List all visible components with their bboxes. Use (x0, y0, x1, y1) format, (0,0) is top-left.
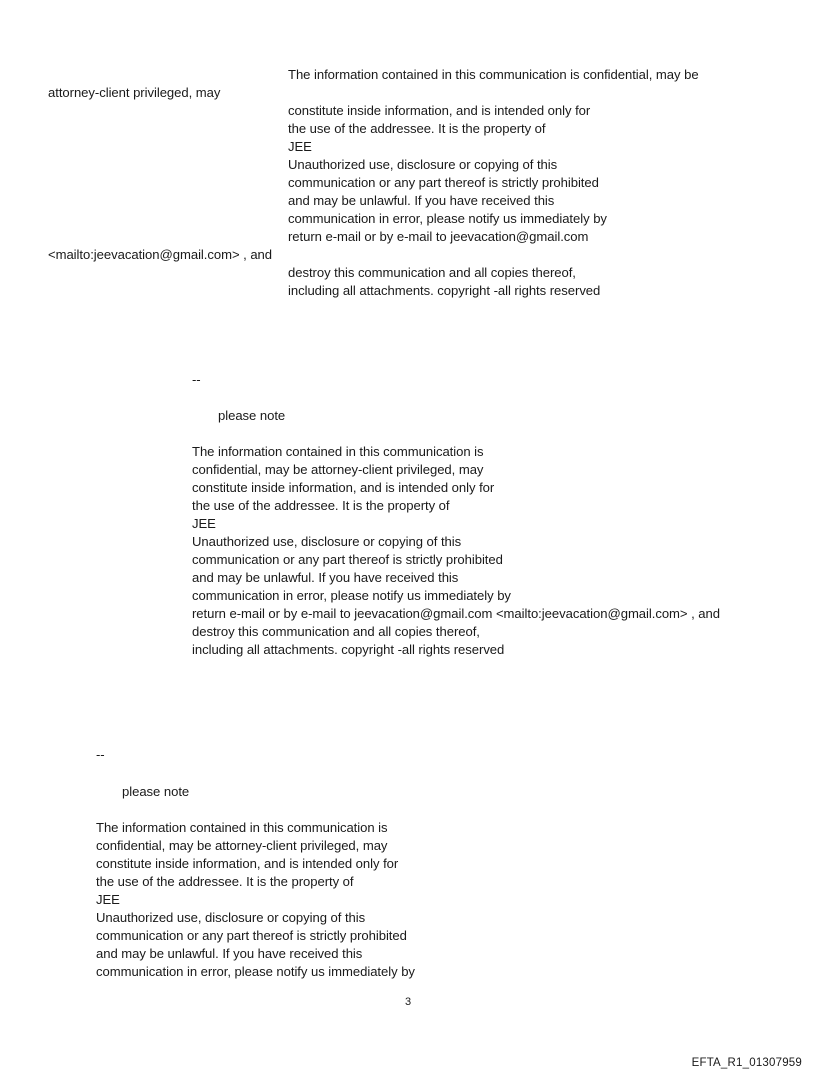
block1-first-line: The information contained in this communication is confidential, may be (288, 67, 699, 82)
text-line: communication in error, please notify us immediately by (192, 588, 511, 603)
text-line: the use of the addressee. It is the property of (96, 874, 354, 889)
text-line: JEE (288, 139, 312, 154)
block1-body-b (288, 264, 600, 300)
text-line: including all attachments. copyright -all rights reserved (192, 642, 505, 657)
text-line: communication or any part thereof is strictly prohibited (288, 175, 599, 190)
text-line: the use of the addressee. It is the property of (288, 121, 546, 136)
text-line: destroy this communication and all copies thereof, (288, 265, 576, 280)
block2-separator: -- (192, 372, 201, 387)
block3-separator: -- (96, 747, 105, 762)
text-line: communication or any part thereof is strictly prohibited (192, 552, 503, 567)
text-line: communication in error, please notify us immediately by (288, 211, 607, 226)
text-line: confidential, may be attorney-client privileged, may (192, 462, 484, 477)
text-line: JEE (96, 892, 120, 907)
text-line: constitute inside information, and is intended only for (288, 103, 591, 118)
text-line: The information contained in this communication is (96, 820, 388, 835)
text-line: and may be unlawful. If you have received this (96, 946, 363, 961)
text-line: Unauthorized use, disclosure or copying of this (288, 157, 558, 172)
text-line: Unauthorized use, disclosure or copying of this (192, 534, 462, 549)
text-line: and may be unlawful. If you have received this (288, 193, 555, 208)
block2-please-note: please note (218, 408, 286, 423)
text-line: confidential, may be attorney-client privileged, may (96, 838, 388, 853)
block2-body (192, 443, 720, 659)
text-line: Unauthorized use, disclosure or copying of this (96, 910, 366, 925)
block1-left-line: attorney-client privileged, may (48, 85, 221, 100)
text-line: communication or any part thereof is strictly prohibited (96, 928, 407, 943)
text-line: return e-mail or by e-mail to jeevacation@gmail.com (288, 229, 589, 244)
text-line: The information contained in this communication is (192, 444, 484, 459)
text-line: communication in error, please notify us immediately by (96, 964, 415, 979)
text-line: and may be unlawful. If you have received this (192, 570, 459, 585)
block3-body (96, 819, 415, 981)
text-line: JEE (192, 516, 216, 531)
document-id: EFTA_R1_01307959 (691, 1057, 802, 1069)
page-number: 3 (404, 996, 412, 1008)
text-line: including all attachments. copyright -all rights reserved (288, 283, 601, 298)
block1-body-a (288, 102, 607, 246)
text-line: the use of the addressee. It is the property of (192, 498, 450, 513)
text-line: return e-mail or by e-mail to jeevacation@gmail.com <mailto:jeevacation@gmail.com> , and (192, 606, 720, 621)
block1-mailto-line: <mailto:jeevacation@gmail.com> , and (48, 247, 273, 262)
block3-please-note: please note (122, 784, 190, 799)
text-line: constitute inside information, and is intended only for (96, 856, 399, 871)
text-line: constitute inside information, and is intended only for (192, 480, 495, 495)
text-line: destroy this communication and all copies thereof, (192, 624, 480, 639)
